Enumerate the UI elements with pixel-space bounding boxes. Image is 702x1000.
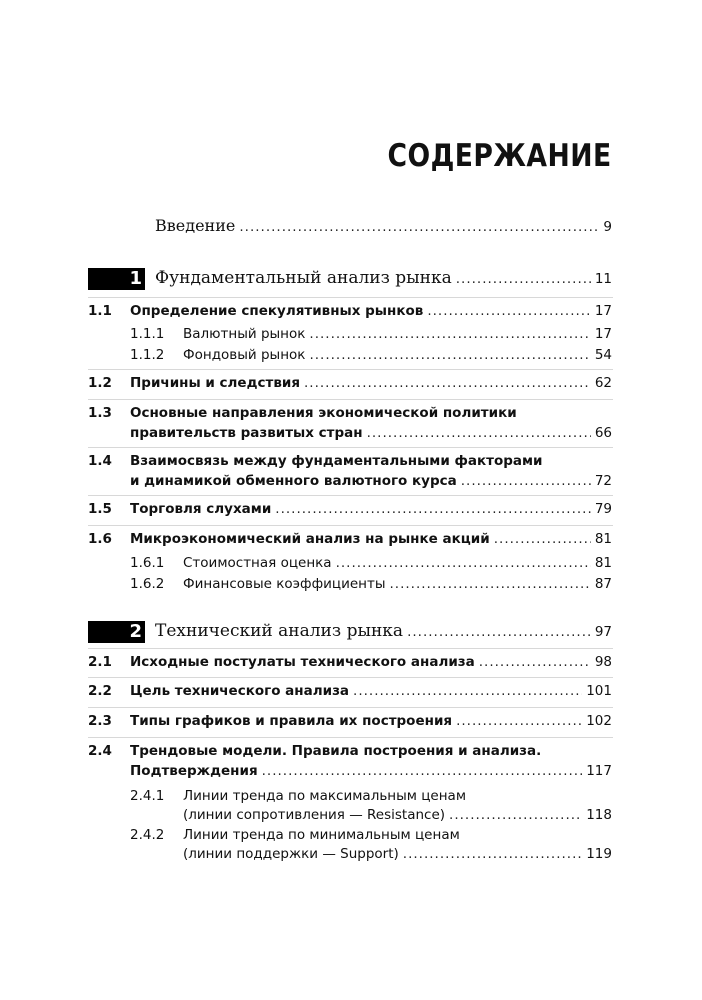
entry-number: 1.6.2 (130, 576, 165, 592)
entry-number: 1.2 (88, 375, 112, 391)
entry-title: Валютный рынок (183, 326, 306, 342)
page-number: 101 (586, 683, 612, 699)
entry-title: Типы графиков и правила их построения (130, 713, 453, 729)
entry-title: Исходные постулаты технического анализа (130, 654, 475, 670)
entry-title: Подтверждения (130, 763, 258, 779)
dot-leader (239, 219, 599, 235)
page-number: 97 (594, 624, 612, 640)
entry-number: 1.1.1 (130, 326, 165, 342)
page-number: 11 (594, 271, 612, 287)
entry-title: Цель технического анализа (130, 683, 350, 699)
entry-title: (линии поддержки — Support) (183, 845, 399, 862)
dot-leader (353, 683, 582, 699)
divider (88, 648, 613, 649)
chapter-number-badge: 1 (88, 268, 145, 290)
entry-title: Взаимосвязь между фундаментальными факторами (130, 453, 543, 469)
divider (88, 677, 613, 678)
page-number: 72 (594, 473, 612, 489)
divider (88, 399, 613, 400)
entry-number: 2.3 (88, 713, 112, 729)
divider (88, 707, 613, 708)
page-number: 79 (594, 501, 612, 517)
entry-title: Линии тренда по максимальным ценам (183, 788, 467, 804)
chapter-number-badge: 2 (88, 621, 145, 643)
dot-leader (456, 271, 591, 287)
divider (88, 495, 613, 496)
page-number: 9 (603, 219, 612, 235)
entry-number: 2.1 (88, 654, 112, 670)
entry-title: Технический анализ рынка (155, 621, 404, 641)
entry-title: Фундаментальный анализ рынка (155, 268, 452, 288)
page-number: 17 (594, 326, 612, 342)
dot-leader (456, 713, 582, 729)
dot-leader (262, 763, 583, 779)
page-number: 87 (594, 576, 612, 592)
entry-number: 1.6.1 (130, 555, 165, 571)
divider (88, 525, 613, 526)
entry-number: 1.1 (88, 303, 112, 319)
page-number: 62 (594, 375, 612, 391)
entry-number: 2.2 (88, 683, 112, 699)
entry-title: Микроэкономический анализ на рынке акций (130, 531, 490, 547)
page-number: 119 (586, 845, 612, 862)
entry-title: Стоимостная оценка (183, 555, 332, 571)
dot-leader (449, 807, 582, 823)
entry-number: 2.4 (88, 743, 112, 759)
entry-title: Основные направления экономической политики (130, 405, 517, 421)
entry-title: Определение спекулятивных рынков (130, 303, 424, 319)
entry-title: Фондовый рынок (183, 347, 306, 363)
page-number: 66 (594, 425, 612, 441)
divider (88, 369, 613, 370)
entry-number: 1.1.2 (130, 347, 165, 363)
entry-number: 1.5 (88, 501, 112, 517)
page-number: 117 (586, 763, 612, 779)
page-number: 118 (586, 806, 612, 823)
page-number: 102 (586, 713, 612, 729)
entry-title: Введение (155, 216, 236, 235)
dot-leader (407, 624, 591, 640)
entry-title: Торговля слухами (130, 501, 272, 517)
page-title: СОДЕРЖАНИЕ (387, 138, 612, 174)
divider (88, 297, 613, 298)
dot-leader (403, 846, 582, 862)
dot-leader (479, 654, 591, 670)
dot-leader (304, 375, 591, 391)
entry-number: 2.4.2 (130, 827, 165, 843)
entry-title: Причины и следствия (130, 375, 300, 391)
dot-leader (367, 425, 591, 441)
entry-title: (линии сопротивления — Resistance) (183, 806, 446, 823)
entry-title: Линии тренда по минимальным ценам (183, 827, 460, 843)
page-number: 17 (594, 303, 612, 319)
divider (88, 447, 613, 448)
page-number: 81 (594, 531, 612, 547)
entry-number: 1.3 (88, 405, 112, 421)
dot-leader (336, 555, 591, 571)
entry-title: Финансовые коэффициенты (183, 576, 386, 592)
page-number: 98 (594, 654, 612, 670)
entry-number: 1.4 (88, 453, 112, 469)
divider (88, 737, 613, 738)
page-number: 54 (594, 347, 612, 363)
page-number: 81 (594, 555, 612, 571)
dot-leader (427, 303, 590, 319)
dot-leader (309, 347, 590, 363)
entry-title: Трендовые модели. Правила построения и анализа. (130, 743, 542, 759)
dot-leader (309, 326, 590, 342)
entry-number: 1.6 (88, 531, 112, 547)
dot-leader (275, 501, 591, 517)
dot-leader (494, 531, 591, 547)
entry-number: 2.4.1 (130, 788, 165, 804)
dot-leader (390, 576, 591, 592)
entry-title: и динамикой обменного валютного курса (130, 473, 457, 489)
entry-title: правительств развитых стран (130, 425, 363, 441)
dot-leader (461, 473, 591, 489)
